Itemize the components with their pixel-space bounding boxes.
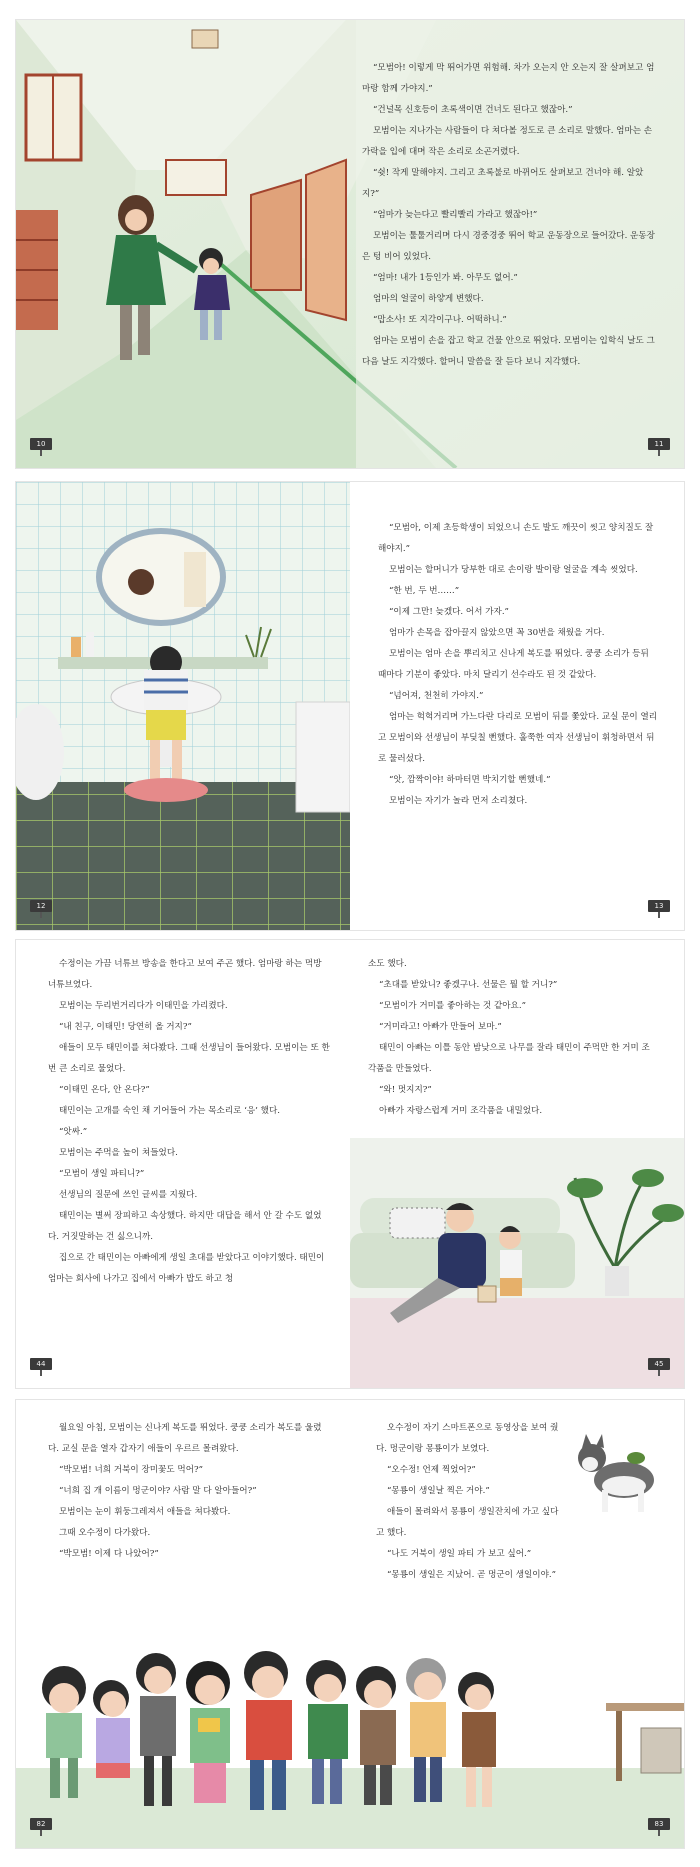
paragraph: 엄마가 손목을 잡아끌지 않았으면 꼭 30번을 채웠을 거다. xyxy=(389,628,605,638)
paragraph: “엄마! 내가 1등인가 봐. 아무도 없어.” xyxy=(373,273,518,283)
paragraph: 엄마는 헉헉거리며 가느다란 다리로 모범이 뒤를 쫓았다. 교실 문이 열리고 모범이와 선생님이 부딪칠 뻔했다. 훌쭉한 여자 선생님이 휘청하면서 뒤로 물러섰다. xyxy=(378,712,658,764)
paragraph: 태민이는 별써 장피하고 속상했다. 하지만 대답을 해서 안 갈 수도 없었다. 거짓말하는 건 싫으니까. xyxy=(48,1211,322,1242)
paragraph: 소도 했다. xyxy=(368,959,407,969)
paragraph: 선생님의 질문에 쓰인 글씨를 지웠다. xyxy=(59,1190,198,1200)
classroom-children-illustration xyxy=(16,1618,684,1848)
paragraph: 모범이는 눈이 휘둥그레져서 애들을 쳐다봤다. xyxy=(59,1507,231,1517)
paragraph: “박모범! 이제 다 나았어?” xyxy=(59,1549,159,1559)
paragraph: “이태민 온다, 안 온다?” xyxy=(59,1085,150,1095)
page-number-left: 44 xyxy=(30,1358,52,1370)
page-number-left: 12 xyxy=(30,900,52,912)
page-number-right: 83 xyxy=(648,1818,670,1830)
text-page-11 xyxy=(362,58,656,373)
husky-dog-illustration xyxy=(572,1428,662,1518)
page-number-right: 11 xyxy=(648,438,670,450)
paragraph: 모범이는 지나가는 사람들이 다 쳐다볼 정도로 큰 소리로 말했다. 엄마는 손가락을 입에 대며 작은 소리로 소곤거렸다. xyxy=(362,126,653,157)
text-page-44 xyxy=(48,954,330,1290)
paragraph: 그때 오수정이 다가왔다. xyxy=(59,1528,151,1538)
page-number-left: 82 xyxy=(30,1818,52,1830)
living-room-illustration xyxy=(350,1138,684,1388)
paragraph: 태민이는 고개를 숙인 채 기어들어 가는 목소리로 ‘응’ 했다. xyxy=(59,1106,280,1116)
paragraph: “오수정! 언제 찍었어?” xyxy=(387,1465,476,1475)
paragraph: 엄마의 얼굴이 하얗게 변했다. xyxy=(373,294,484,304)
paragraph: 모범이는 자기가 놀라 먼저 소리쳤다. xyxy=(389,796,528,806)
paragraph: “쉿! 작게 말해야지. 그리고 초록불로 바뀌어도 살펴보고 건너야 해. 알았지?” xyxy=(362,168,644,199)
paragraph: “앗, 깜짝이야! 하마터면 박치기할 뻔했네.” xyxy=(389,775,551,785)
paragraph: “몽룡이 생일날 찍은 거야.” xyxy=(387,1486,490,1496)
paragraph: 모범이는 툴툴거리며 다시 경중경중 뛰어 학교 운동장으로 들어갔다. 운동장은 텅 비어 있었다. xyxy=(362,231,655,262)
paragraph: “넘어져, 천천히 가야지.” xyxy=(389,691,484,701)
paragraph: “와! 멋지지?” xyxy=(379,1085,432,1095)
paragraph: 모범이는 엄마 손을 뿌리치고 신나게 복도를 뛰었다. 쿵쿵 소리가 등뒤 때마다 기분이 좋았다. 마치 달리기 선수라도 된 것 같았다. xyxy=(378,649,649,680)
paragraph: “앗싸.” xyxy=(59,1127,88,1137)
paragraph: “모범이가 거미를 좋아하는 것 같아요.” xyxy=(379,1001,526,1011)
paragraph: “내 친구, 이태민! 당연히 올 거지?” xyxy=(59,1022,192,1032)
page-number-left: 10 xyxy=(30,438,52,450)
paragraph: 태민이 아빠는 이틀 동안 밤낮으로 나무를 잘라 태민이 주먹만 한 거미 조각품을 만들었다. xyxy=(368,1043,650,1074)
paragraph: 오수정이 자기 스마트폰으로 동영상을 보여 줬다. 멍군이랑 몽룡이가 보였다. xyxy=(376,1423,559,1454)
paragraph: “모범이 생일 파티니?” xyxy=(59,1169,145,1179)
paragraph: “거미라고! 아빠가 만들어 보마.” xyxy=(379,1022,502,1032)
paragraph: “나도 거북이 생일 파티 가 보고 싶어.” xyxy=(387,1549,532,1559)
paragraph: 월요일 아침, 모범이는 신나게 복도를 뛰었다. 쿵쿵 소리가 복도를 울렸다. 교실 문을 열자 갑자기 애들이 우르르 몰려왔다. xyxy=(48,1423,322,1454)
paragraph: 엄마는 모범이 손을 잡고 학교 건물 안으로 뛰었다. 모범이는 입학식 날도 그다음 날도 지각했다. 할머니 말씀을 잘 듣다 보니 지각했다. xyxy=(362,336,655,367)
paragraph: 집으로 간 태민이는 아빠에게 생일 초대를 받았다고 이야기했다. 태민이 엄마는 회사에 나가고 집에서 아빠가 밥도 하고 청 xyxy=(48,1253,325,1284)
paragraph: “맙소사! 또 지각이구나. 어떡하니.” xyxy=(373,315,507,325)
paragraph: 아빠가 자랑스럽게 거미 조각품을 내밀었다. xyxy=(379,1106,543,1116)
spread-pages-82-83 xyxy=(16,1400,684,1848)
page-number-right: 13 xyxy=(648,900,670,912)
paragraph: “너희 집 개 이름이 멍군이야? 사람 말 다 알아들어?” xyxy=(59,1486,257,1496)
bathroom-illustration xyxy=(16,482,350,930)
paragraph: “엄마가 늦는다고 빨리빨리 가라고 했잖아!” xyxy=(373,210,538,220)
paragraph: “박모범! 너희 거북이 장미꽃도 먹어?” xyxy=(59,1465,203,1475)
paragraph: “이제 그만! 늦겠다. 어서 가자.” xyxy=(389,607,509,617)
text-page-13 xyxy=(378,518,658,812)
text-page-82 xyxy=(48,1418,330,1565)
paragraph: 모범이는 할머니가 당부한 대로 손이랑 발이랑 얼굴을 계속 씻었다. xyxy=(389,565,638,575)
paragraph: 모범이는 두리번거리다가 이태민을 가리켰다. xyxy=(59,1001,228,1011)
paragraph: “모범아, 이제 초등학생이 되었으니 손도 발도 깨끗이 씻고 양치질도 잘해야지.” xyxy=(378,523,654,554)
spread-pages-44-45 xyxy=(16,940,684,1388)
paragraph: 애들이 모두 태민이를 쳐다봤다. 그때 선생님이 들어왔다. 모범이는 또 한 번 큰 소리로 물었다. xyxy=(48,1043,330,1074)
text-page-83 xyxy=(376,1418,566,1586)
paragraph: “몽룡이 생일은 지났어. 곧 멍군이 생일이야.” xyxy=(387,1570,557,1580)
paragraph: “초대를 받았니? 좋겠구나. 선물은 뭘 할 거니?” xyxy=(379,980,558,990)
paragraph: 애들이 몰려와서 몽룡이 생일잔치에 가고 싶다고 했다. xyxy=(376,1507,559,1538)
paragraph: 모범이는 주먹을 높이 쳐들었다. xyxy=(59,1148,178,1158)
spread-pages-10-11 xyxy=(16,20,684,468)
spread-pages-12-13 xyxy=(16,482,684,930)
page-number-right: 45 xyxy=(648,1358,670,1370)
paragraph: “한 번, 두 번……” xyxy=(389,586,460,596)
paragraph: “모범아! 이렇게 막 뛰어가면 위험해. 차가 오는지 안 오는지 잘 살펴보고 엄마랑 함께 가야지.” xyxy=(362,63,655,94)
paragraph: “건널목 신호등이 초록색이면 건너도 된다고 했잖아.” xyxy=(373,105,573,115)
text-page-45 xyxy=(368,954,658,1122)
paragraph: 수정이는 가끔 너튜브 방송을 한다고 보여 주곤 했다. 엄마랑 하는 먹방 너튜브였다. xyxy=(48,959,322,990)
